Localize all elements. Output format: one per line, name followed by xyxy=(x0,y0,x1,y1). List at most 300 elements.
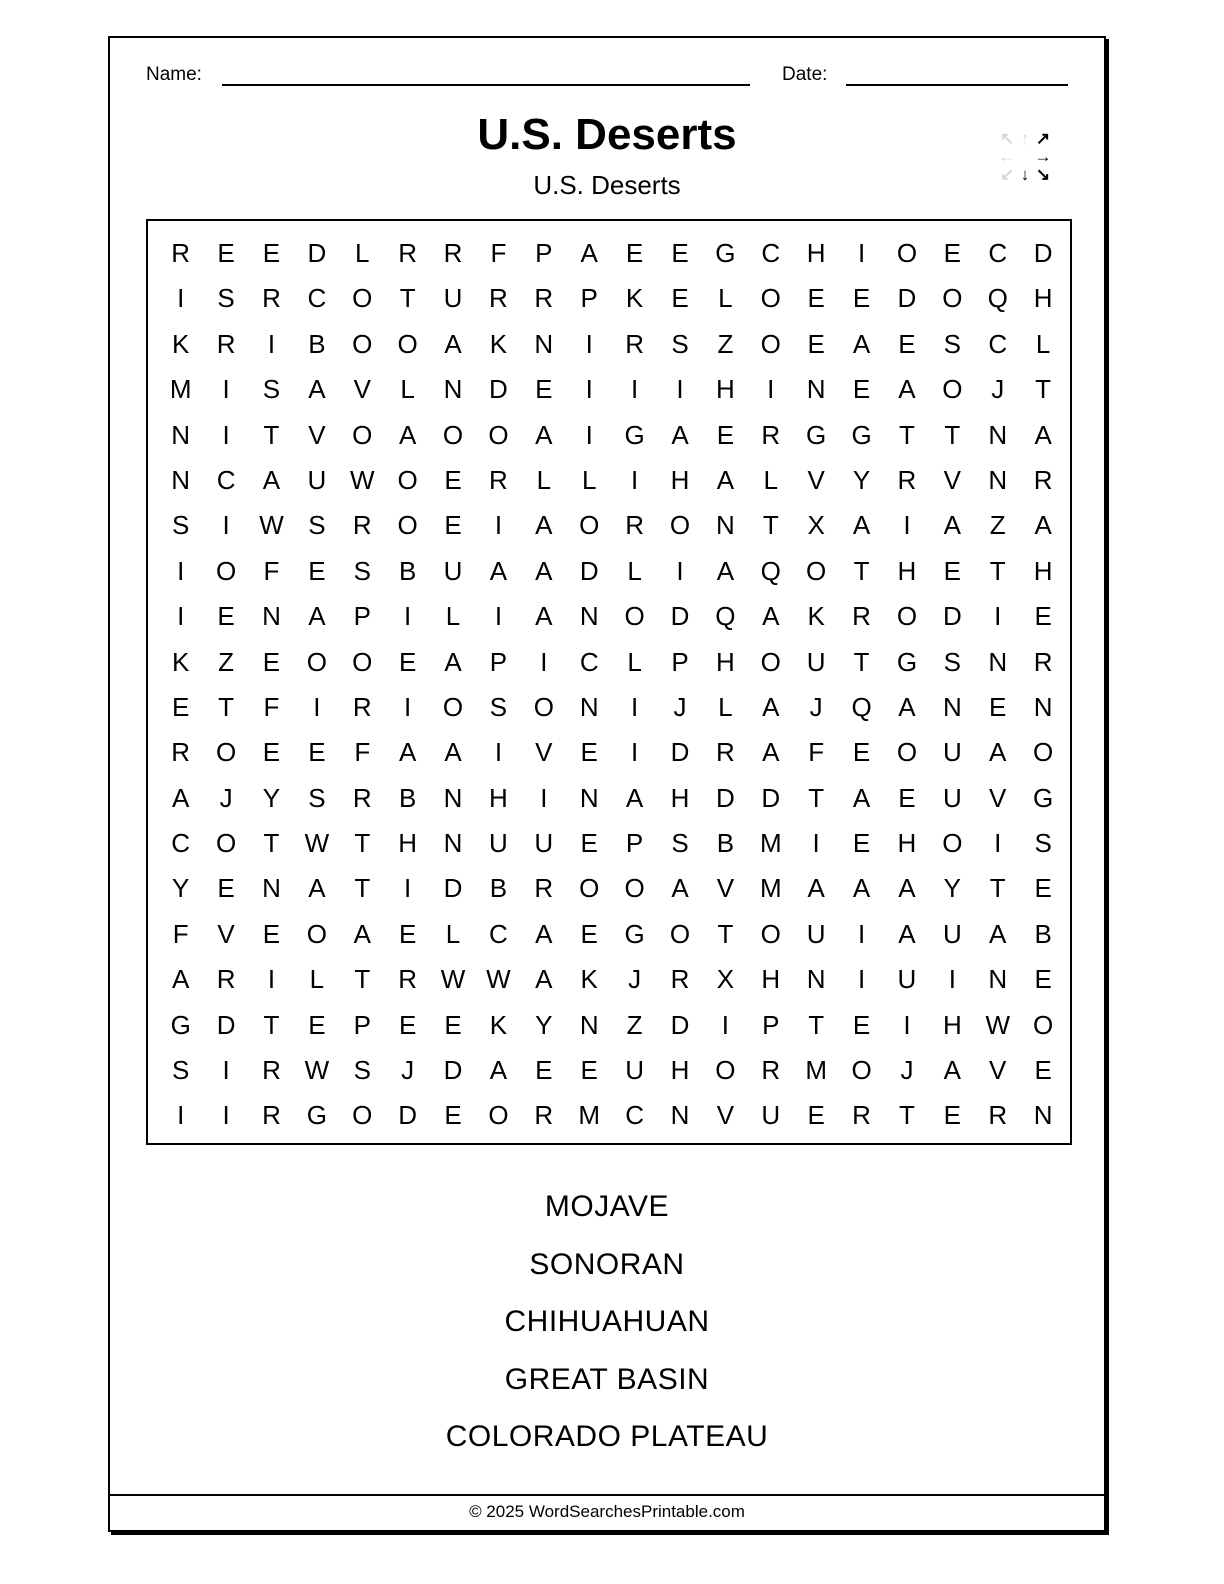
grid-cell[interactable]: R xyxy=(262,283,281,314)
grid-cell[interactable]: A xyxy=(398,737,417,768)
grid-cell[interactable]: N xyxy=(579,601,599,632)
grid-cell[interactable]: O xyxy=(306,918,327,949)
grid-cell[interactable]: O xyxy=(896,601,918,632)
grid-cell[interactable]: N xyxy=(262,873,281,904)
grid-cell[interactable]: J xyxy=(991,374,1005,405)
grid-cell[interactable]: E xyxy=(398,646,417,677)
grid-cell[interactable]: O xyxy=(352,283,373,314)
grid-cell[interactable]: A xyxy=(1034,419,1052,450)
grid-cell[interactable]: T xyxy=(989,873,1006,904)
grid-cell[interactable]: P xyxy=(625,828,644,859)
grid-cell[interactable]: A xyxy=(898,918,916,949)
grid-cell[interactable]: T xyxy=(853,646,870,677)
grid-cell[interactable]: N xyxy=(715,510,735,541)
grid-cell[interactable]: L xyxy=(718,691,733,722)
grid-cell[interactable]: F xyxy=(172,918,189,949)
grid-cell[interactable]: E xyxy=(671,283,689,314)
grid-cell[interactable]: R xyxy=(715,737,735,768)
grid-cell[interactable]: L xyxy=(400,374,415,405)
grid-cell[interactable]: V xyxy=(308,419,326,450)
grid-cell[interactable]: W xyxy=(486,964,511,995)
grid-cell[interactable]: H xyxy=(761,964,781,995)
grid-cell[interactable]: N xyxy=(988,964,1008,995)
grid-cell[interactable]: A xyxy=(807,873,825,904)
grid-cell[interactable]: L xyxy=(309,964,325,995)
grid-cell[interactable]: N xyxy=(534,328,554,359)
grid-cell[interactable]: E xyxy=(444,1009,462,1040)
grid-cell[interactable]: U xyxy=(806,918,826,949)
grid-cell[interactable]: L xyxy=(627,646,642,677)
grid-cell[interactable]: E xyxy=(943,555,961,586)
grid-cell[interactable]: R xyxy=(489,464,508,495)
grid-cell[interactable]: G xyxy=(624,918,645,949)
grid-cell[interactable]: W xyxy=(985,1009,1010,1040)
grid-cell[interactable]: S xyxy=(172,510,190,541)
grid-cell[interactable]: G xyxy=(896,646,918,677)
grid-cell[interactable]: I xyxy=(630,691,639,722)
grid-cell[interactable]: A xyxy=(535,601,553,632)
grid-cell[interactable]: A xyxy=(716,555,735,586)
grid-cell[interactable]: Q xyxy=(760,555,781,586)
grid-cell[interactable]: A xyxy=(444,328,462,359)
grid-cell[interactable]: I xyxy=(222,1055,230,1086)
grid-cell[interactable]: A xyxy=(671,873,689,904)
grid-cell[interactable]: E xyxy=(671,238,689,268)
grid-cell[interactable]: Q xyxy=(851,691,872,722)
grid-cell[interactable]: C xyxy=(579,646,599,677)
grid-cell[interactable]: U xyxy=(942,737,962,768)
grid-cell[interactable]: O xyxy=(760,328,781,359)
grid-cell[interactable]: I xyxy=(767,374,775,405)
grid-cell[interactable]: S xyxy=(943,646,961,677)
grid-cell[interactable]: V xyxy=(989,1055,1007,1086)
date-field[interactable] xyxy=(846,84,1068,86)
grid-cell[interactable]: G xyxy=(1033,782,1054,813)
grid-cell[interactable]: H xyxy=(489,782,508,813)
grid-cell[interactable]: L xyxy=(536,464,552,495)
grid-cell[interactable]: O xyxy=(397,328,418,359)
grid-cell[interactable]: E xyxy=(535,374,553,405)
grid-cell[interactable]: T xyxy=(853,555,870,586)
grid-cell[interactable]: T xyxy=(263,419,280,450)
grid-cell[interactable]: A xyxy=(172,964,190,995)
grid-cell[interactable]: H xyxy=(1033,555,1053,586)
grid-cell[interactable]: S xyxy=(671,828,689,859)
grid-cell[interactable]: E xyxy=(1034,964,1052,995)
grid-cell[interactable]: O xyxy=(624,873,645,904)
name-field[interactable] xyxy=(222,84,750,86)
grid-cell[interactable]: B xyxy=(1034,918,1052,949)
grid-cell[interactable]: W xyxy=(440,964,466,995)
grid-cell[interactable]: I xyxy=(630,737,639,768)
grid-cell[interactable]: S xyxy=(172,1055,190,1086)
grid-cell[interactable]: M xyxy=(759,828,782,859)
grid-cell[interactable]: G xyxy=(170,1009,191,1040)
grid-cell[interactable]: E xyxy=(852,828,871,859)
grid-cell[interactable]: T xyxy=(354,828,371,859)
grid-cell[interactable]: U xyxy=(897,964,917,995)
grid-cell[interactable]: O xyxy=(215,555,237,586)
grid-cell[interactable]: R xyxy=(625,328,644,359)
grid-cell[interactable]: R xyxy=(852,1100,871,1131)
grid-cell[interactable]: H xyxy=(670,464,690,495)
grid-cell[interactable]: R xyxy=(761,419,781,450)
grid-cell[interactable]: O xyxy=(669,918,691,949)
grid-cell[interactable]: T xyxy=(762,510,779,541)
grid-cell[interactable]: R xyxy=(670,964,690,995)
grid-cell[interactable]: O xyxy=(1033,737,1054,768)
grid-cell[interactable]: R xyxy=(988,1100,1008,1131)
grid-cell[interactable]: I xyxy=(494,601,503,632)
grid-cell[interactable]: R xyxy=(216,328,236,359)
grid-cell[interactable]: Z xyxy=(626,1009,643,1040)
grid-cell[interactable]: A xyxy=(852,873,871,904)
grid-cell[interactable]: A xyxy=(943,510,961,541)
grid-cell[interactable]: I xyxy=(630,464,639,495)
grid-cell[interactable]: T xyxy=(717,918,734,949)
grid-cell[interactable]: S xyxy=(943,328,961,359)
grid-cell[interactable]: N xyxy=(988,646,1008,677)
grid-cell[interactable]: I xyxy=(177,555,185,586)
grid-cell[interactable]: M xyxy=(578,1100,601,1131)
grid-cell[interactable]: D xyxy=(942,601,962,632)
grid-cell[interactable]: J xyxy=(809,691,823,722)
grid-cell[interactable]: J xyxy=(673,691,687,722)
grid-cell[interactable]: V xyxy=(716,873,735,904)
grid-cell[interactable]: D xyxy=(897,283,917,314)
grid-cell[interactable]: E xyxy=(308,737,326,768)
grid-cell[interactable]: U xyxy=(534,828,554,859)
grid-cell[interactable]: D xyxy=(670,1009,690,1040)
grid-cell[interactable]: Q xyxy=(987,283,1008,314)
grid-cell[interactable]: E xyxy=(444,510,462,541)
grid-cell[interactable]: E xyxy=(898,782,916,813)
grid-cell[interactable]: A xyxy=(353,918,371,949)
grid-cell[interactable]: Q xyxy=(715,601,736,632)
grid-cell[interactable]: E xyxy=(580,828,598,859)
grid-cell[interactable]: R xyxy=(398,238,418,268)
grid-cell[interactable]: Y xyxy=(943,873,961,904)
grid-cell[interactable]: R xyxy=(534,283,554,314)
grid-cell[interactable]: A xyxy=(172,782,190,813)
grid-cell[interactable]: A xyxy=(444,646,462,677)
grid-cell[interactable]: U xyxy=(443,283,463,314)
grid-cell[interactable]: H xyxy=(715,374,735,405)
grid-cell[interactable]: T xyxy=(399,283,416,314)
grid-cell[interactable]: O xyxy=(442,419,464,450)
grid-cell[interactable]: N xyxy=(262,601,281,632)
grid-cell[interactable]: J xyxy=(628,964,642,995)
grid-cell[interactable]: E xyxy=(625,238,644,268)
grid-cell[interactable]: A xyxy=(535,964,553,995)
grid-cell[interactable]: N xyxy=(443,782,463,813)
grid-cell[interactable]: U xyxy=(761,1100,781,1131)
grid-cell[interactable]: T xyxy=(263,828,280,859)
grid-cell[interactable]: R xyxy=(352,782,372,813)
grid-cell[interactable]: A xyxy=(625,782,644,813)
grid-cell[interactable]: E xyxy=(398,918,417,949)
grid-cell[interactable]: P xyxy=(580,283,598,314)
grid-cell[interactable]: A xyxy=(535,419,553,450)
grid-cell[interactable]: D xyxy=(1033,238,1053,268)
grid-cell[interactable]: I xyxy=(585,328,593,359)
grid-cell[interactable]: X xyxy=(807,510,825,541)
grid-cell[interactable]: I xyxy=(540,782,548,813)
grid-cell[interactable]: L xyxy=(445,601,461,632)
grid-cell[interactable]: L xyxy=(445,918,461,949)
grid-cell[interactable]: D xyxy=(670,737,690,768)
grid-cell[interactable]: V xyxy=(716,1100,735,1131)
grid-cell[interactable]: O xyxy=(352,1100,373,1131)
grid-cell[interactable]: F xyxy=(263,555,280,586)
grid-cell[interactable]: A xyxy=(989,737,1007,768)
grid-cell[interactable]: R xyxy=(171,737,191,768)
grid-cell[interactable]: E xyxy=(852,737,871,768)
grid-cell[interactable]: T xyxy=(899,1100,915,1131)
grid-cell[interactable]: I xyxy=(857,964,866,995)
grid-cell[interactable]: R xyxy=(489,283,508,314)
grid-cell[interactable]: V xyxy=(807,464,825,495)
grid-cell[interactable]: E xyxy=(989,691,1007,722)
grid-cell[interactable]: R xyxy=(262,1100,281,1131)
grid-cell[interactable]: B xyxy=(716,828,735,859)
grid-cell[interactable]: C xyxy=(988,328,1008,359)
grid-cell[interactable]: I xyxy=(812,828,820,859)
grid-cell[interactable]: O xyxy=(851,1055,872,1086)
grid-cell[interactable]: I xyxy=(222,1100,230,1131)
grid-cell[interactable]: E xyxy=(262,646,281,677)
grid-cell[interactable]: S xyxy=(1034,828,1052,859)
grid-cell[interactable]: T xyxy=(1035,374,1052,405)
grid-cell[interactable]: I xyxy=(222,419,230,450)
grid-cell[interactable]: F xyxy=(354,737,371,768)
grid-cell[interactable]: I xyxy=(404,691,412,722)
grid-cell[interactable]: C xyxy=(171,828,191,859)
grid-cell[interactable]: V xyxy=(217,918,235,949)
grid-cell[interactable]: I xyxy=(903,510,911,541)
grid-cell[interactable]: N xyxy=(1033,691,1053,722)
grid-cell[interactable]: O xyxy=(579,510,600,541)
grid-cell[interactable]: S xyxy=(353,555,371,586)
grid-cell[interactable]: I xyxy=(857,238,866,268)
grid-cell[interactable]: R xyxy=(216,964,236,995)
grid-cell[interactable]: H xyxy=(670,782,690,813)
grid-cell[interactable]: E xyxy=(262,918,281,949)
grid-cell[interactable]: N xyxy=(579,691,599,722)
grid-cell[interactable]: I xyxy=(585,374,593,405)
grid-cell[interactable]: E xyxy=(580,1055,598,1086)
grid-cell[interactable]: O xyxy=(352,419,373,450)
grid-cell[interactable]: R xyxy=(398,964,418,995)
grid-cell[interactable]: I xyxy=(676,555,684,586)
grid-cell[interactable]: R xyxy=(625,510,644,541)
grid-cell[interactable]: I xyxy=(948,964,956,995)
grid-cell[interactable]: D xyxy=(489,374,508,405)
grid-cell[interactable]: A xyxy=(308,601,326,632)
grid-cell[interactable]: A xyxy=(580,238,598,268)
grid-cell[interactable]: A xyxy=(716,464,735,495)
grid-cell[interactable]: O xyxy=(669,510,691,541)
grid-cell[interactable]: E xyxy=(308,555,326,586)
grid-cell[interactable]: D xyxy=(443,873,463,904)
grid-cell[interactable]: N xyxy=(670,1100,690,1131)
grid-cell[interactable]: E xyxy=(262,737,281,768)
grid-cell[interactable]: O xyxy=(352,328,373,359)
grid-cell[interactable]: M xyxy=(169,374,192,405)
grid-cell[interactable]: E xyxy=(1034,601,1052,632)
grid-cell[interactable]: K xyxy=(489,328,508,359)
grid-cell[interactable]: E xyxy=(898,328,916,359)
grid-cell[interactable]: O xyxy=(896,238,918,268)
grid-cell[interactable]: T xyxy=(218,691,235,722)
grid-cell[interactable]: A xyxy=(489,1055,508,1086)
grid-cell[interactable]: H xyxy=(942,1009,962,1040)
grid-cell[interactable]: A xyxy=(535,555,553,586)
grid-cell[interactable]: T xyxy=(944,419,961,450)
grid-cell[interactable]: E xyxy=(444,1100,462,1131)
grid-cell[interactable]: H xyxy=(897,555,917,586)
grid-cell[interactable]: G xyxy=(806,419,827,450)
grid-cell[interactable]: W xyxy=(259,510,284,541)
grid-cell[interactable]: K xyxy=(625,283,644,314)
grid-cell[interactable]: A xyxy=(852,782,871,813)
grid-cell[interactable]: O xyxy=(352,646,373,677)
grid-cell[interactable]: D xyxy=(579,555,599,586)
grid-cell[interactable]: O xyxy=(1033,1009,1054,1040)
grid-cell[interactable]: T xyxy=(354,873,371,904)
grid-cell[interactable]: A xyxy=(308,374,326,405)
grid-cell[interactable]: N xyxy=(579,782,599,813)
grid-cell[interactable]: A xyxy=(852,328,871,359)
grid-cell[interactable]: A xyxy=(943,1055,961,1086)
grid-cell[interactable]: R xyxy=(262,1055,281,1086)
grid-cell[interactable]: O xyxy=(397,464,418,495)
grid-cell[interactable]: A xyxy=(762,691,780,722)
grid-cell[interactable]: D xyxy=(443,1055,463,1086)
grid-cell[interactable]: U xyxy=(625,1055,644,1086)
grid-cell[interactable]: I xyxy=(994,828,1002,859)
grid-cell[interactable]: C xyxy=(307,283,327,314)
grid-cell[interactable]: I xyxy=(267,964,276,995)
grid-cell[interactable]: A xyxy=(535,510,553,541)
grid-cell[interactable]: F xyxy=(263,691,280,722)
grid-cell[interactable]: I xyxy=(267,328,276,359)
grid-cell[interactable]: L xyxy=(355,238,370,268)
grid-cell[interactable]: Z xyxy=(218,646,235,677)
grid-cell[interactable]: E xyxy=(852,1009,871,1040)
grid-cell[interactable]: H xyxy=(670,1055,690,1086)
grid-cell[interactable]: P xyxy=(535,238,553,268)
grid-cell[interactable]: R xyxy=(897,464,917,495)
grid-cell[interactable]: I xyxy=(494,737,503,768)
grid-cell[interactable]: C xyxy=(216,464,236,495)
grid-cell[interactable]: W xyxy=(349,464,375,495)
grid-cell[interactable]: N xyxy=(443,828,463,859)
grid-cell[interactable]: E xyxy=(580,737,598,768)
grid-cell[interactable]: U xyxy=(942,918,962,949)
grid-cell[interactable]: A xyxy=(852,510,871,541)
grid-cell[interactable]: O xyxy=(760,283,781,314)
grid-cell[interactable]: D xyxy=(761,782,781,813)
grid-cell[interactable]: P xyxy=(353,601,371,632)
grid-cell[interactable]: D xyxy=(715,782,735,813)
grid-cell[interactable]: B xyxy=(398,555,417,586)
grid-cell[interactable]: O xyxy=(215,737,237,768)
grid-cell[interactable]: R xyxy=(1033,646,1053,677)
grid-cell[interactable]: U xyxy=(307,464,327,495)
grid-cell[interactable]: E xyxy=(716,419,735,450)
grid-cell[interactable]: A xyxy=(762,737,780,768)
grid-cell[interactable]: A xyxy=(898,873,916,904)
grid-cell[interactable]: A xyxy=(262,464,281,495)
grid-cell[interactable]: I xyxy=(540,646,548,677)
grid-cell[interactable]: F xyxy=(808,737,825,768)
grid-cell[interactable]: T xyxy=(989,555,1006,586)
grid-cell[interactable]: T xyxy=(354,964,371,995)
grid-cell[interactable]: O xyxy=(397,510,418,541)
grid-cell[interactable]: P xyxy=(762,1009,780,1040)
grid-cell[interactable]: E xyxy=(262,238,281,268)
grid-cell[interactable]: I xyxy=(676,374,684,405)
grid-cell[interactable]: A xyxy=(762,601,780,632)
grid-cell[interactable]: G xyxy=(851,419,872,450)
grid-cell[interactable]: G xyxy=(306,1100,327,1131)
grid-cell[interactable]: O xyxy=(760,646,781,677)
grid-cell[interactable]: B xyxy=(308,328,326,359)
grid-cell[interactable]: S xyxy=(308,510,326,541)
grid-cell[interactable]: A xyxy=(535,918,553,949)
grid-cell[interactable]: P xyxy=(671,646,689,677)
grid-cell[interactable]: Y xyxy=(172,873,190,904)
grid-cell[interactable]: D xyxy=(307,238,327,268)
grid-cell[interactable]: S xyxy=(353,1055,371,1086)
grid-cell[interactable]: I xyxy=(404,873,412,904)
grid-cell[interactable]: A xyxy=(989,918,1007,949)
grid-cell[interactable]: W xyxy=(304,828,330,859)
grid-cell[interactable]: I xyxy=(177,601,185,632)
grid-cell[interactable]: O xyxy=(942,283,963,314)
grid-cell[interactable]: O xyxy=(533,691,554,722)
grid-cell[interactable]: E xyxy=(308,1009,326,1040)
grid-cell[interactable]: O xyxy=(760,918,781,949)
grid-cell[interactable]: I xyxy=(630,374,639,405)
grid-cell[interactable]: I xyxy=(721,1009,729,1040)
grid-cell[interactable]: E xyxy=(1034,1055,1052,1086)
grid-cell[interactable]: Y xyxy=(262,782,281,813)
grid-cell[interactable]: S xyxy=(308,782,326,813)
grid-cell[interactable]: J xyxy=(401,1055,415,1086)
grid-cell[interactable]: E xyxy=(852,283,871,314)
grid-cell[interactable]: Y xyxy=(852,464,871,495)
grid-cell[interactable]: B xyxy=(398,782,417,813)
grid-cell[interactable]: X xyxy=(716,964,735,995)
grid-cell[interactable]: A xyxy=(1034,510,1052,541)
grid-cell[interactable]: D xyxy=(216,1009,236,1040)
grid-cell[interactable]: E xyxy=(807,1100,825,1131)
grid-cell[interactable]: A xyxy=(671,419,689,450)
grid-cell[interactable]: I xyxy=(404,601,412,632)
grid-cell[interactable]: J xyxy=(900,1055,914,1086)
grid-cell[interactable]: E xyxy=(1034,873,1052,904)
grid-cell[interactable]: I xyxy=(994,601,1002,632)
grid-cell[interactable]: K xyxy=(580,964,598,995)
grid-cell[interactable]: V xyxy=(989,782,1007,813)
grid-cell[interactable]: E xyxy=(217,873,235,904)
grid-cell[interactable]: L xyxy=(627,555,642,586)
grid-cell[interactable]: P xyxy=(489,646,508,677)
grid-cell[interactable]: E xyxy=(398,1009,417,1040)
grid-cell[interactable]: E xyxy=(807,283,825,314)
